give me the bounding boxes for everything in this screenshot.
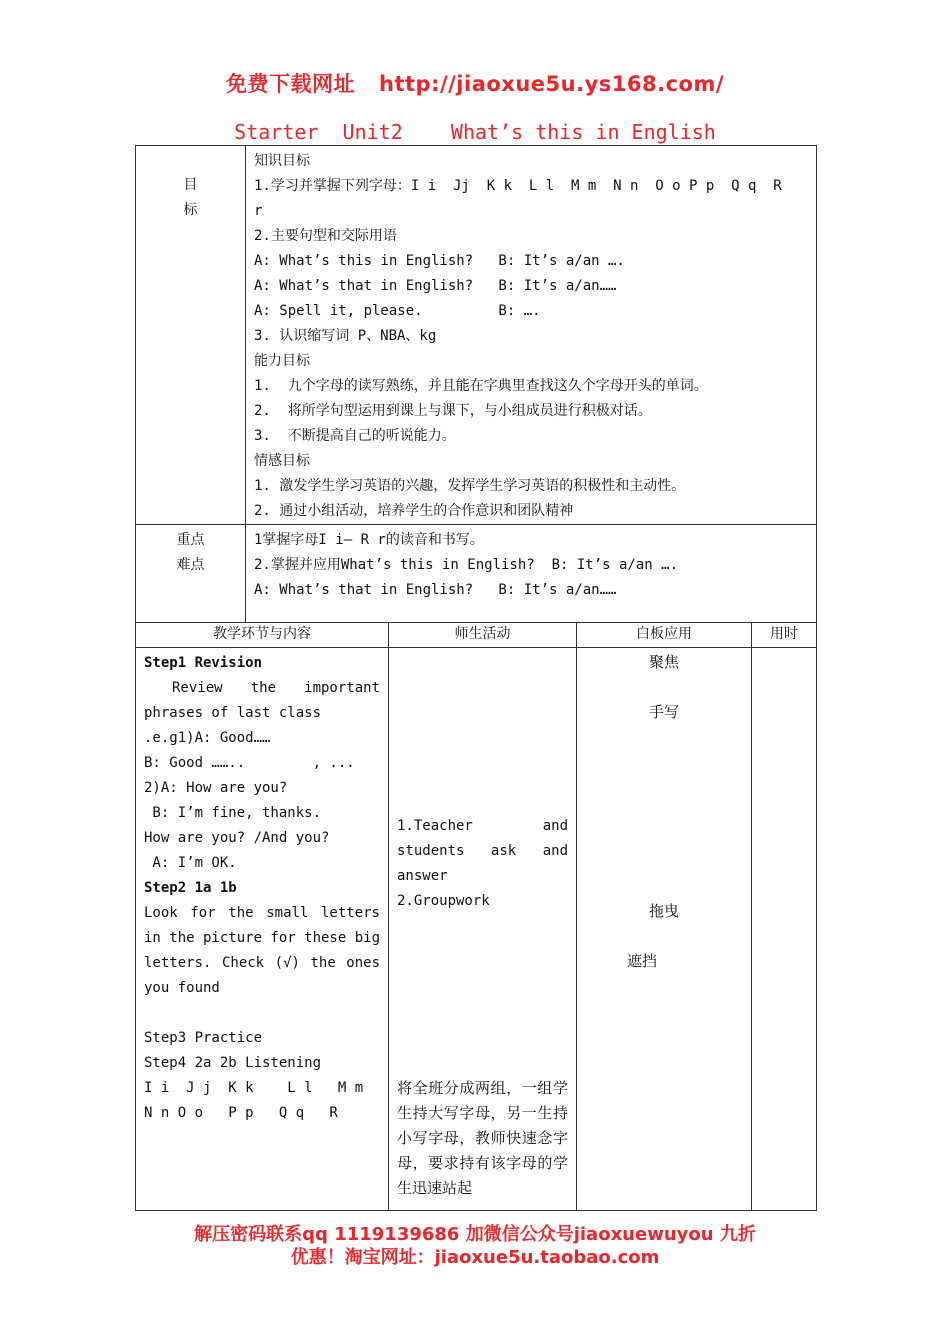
step2-text: Look for the small letters in the picture for these big letters. Check (√) the ones you found <box>144 905 381 996</box>
whiteboard-cell <box>577 648 752 1211</box>
key-points-label: 重点 难点 <box>176 532 205 573</box>
step1-line: 2)A: How are you? <box>144 780 288 796</box>
key-point-line: A: What’s that in English? B: It’s a/an…… <box>254 582 617 598</box>
key-points-row <box>136 525 817 623</box>
step1-line: A: I’m OK. <box>144 855 237 871</box>
time-cell <box>752 648 817 1211</box>
goal-line: 2. 将所学句型运用到课上与课下，与小组成员进行积极对话。 <box>254 403 652 419</box>
key-points-label-cell <box>136 525 246 623</box>
banner-url-link[interactable]: http://jiaoxue5u.ys168.com/ <box>379 72 724 96</box>
goal-line: 1. 激发学生学习英语的兴趣，发挥学生学习英语的积极性和主动性。 <box>254 478 686 494</box>
step3-title: Step3 Practice <box>144 1030 263 1046</box>
banner-label: 免费下载网址 <box>226 72 355 96</box>
goal-line: 2.主要句型和交际用语 <box>254 228 397 244</box>
footer-line-1: 解压密码联系qq 1119139686 加微信公众号jiaoxuewuyou 九折 <box>194 1224 756 1245</box>
step2-title: Step2 1a 1b <box>144 880 237 896</box>
goal-line: 1.学习并掌握下列字母：I i Jj K k L l M m N n O o P p Q q R <box>254 178 782 194</box>
goal-line: 3. 认识缩写词 P、NBA、kg <box>254 328 437 344</box>
activity-1: 1.Teacher and students ask and answer <box>397 818 568 884</box>
col-header-whiteboard: 白板应用 <box>577 623 752 648</box>
goals-content-cell <box>246 146 817 525</box>
activity-cell <box>389 648 577 1211</box>
goals-row <box>136 146 817 525</box>
goal-line: 1. 九个字母的读写熟练，并且能在字典里查找这久个字母开头的单词。 <box>254 378 708 394</box>
whiteboard-handwrite: 手写 <box>649 703 680 721</box>
column-header-row <box>136 623 817 648</box>
key-point-line: 1掌握字母I i— R r的读音和书写。 <box>254 532 484 548</box>
letters-line-2: N n O o P p Q q R <box>144 1105 338 1121</box>
key-points-lines <box>246 525 816 603</box>
step1-line: .e.g1)A: Good…… <box>144 730 271 746</box>
document-title-text: Starter Unit2 What’s this in English <box>234 120 716 144</box>
steps-content-cell <box>136 648 389 1211</box>
step1-line: B: Good …….. , ... <box>144 755 355 771</box>
step1-line: Review the important phrases of last class <box>144 680 380 721</box>
steps-row <box>136 648 817 1211</box>
step1-line: B: I’m fine, thanks. <box>144 805 322 821</box>
footer-line-2: 优惠！淘宝网址：jiaoxue5u.taobao.com <box>290 1247 660 1268</box>
col-header-content: 教学环节与内容 <box>136 623 389 648</box>
key-points-content-cell <box>246 525 817 623</box>
goal-line: 2. 通过小组活动，培养学生的合作意识和团队精神 <box>254 503 574 519</box>
letters-line-1: I i J j K k L l M m <box>144 1080 364 1096</box>
whiteboard-drag: 拖曳 <box>649 902 680 920</box>
download-banner <box>0 68 950 98</box>
key-point-line: 2.掌握并应用What’s this in English? B: It’s a/an …. <box>254 557 679 573</box>
goal-line: r <box>254 203 263 219</box>
goal-line: 知识目标 <box>254 153 310 169</box>
document-title <box>0 120 950 144</box>
goal-line: A: What’s that in English? B: It’s a/an…… <box>254 278 617 294</box>
goal-line: A: Spell it, please. B: …. <box>254 303 541 319</box>
goal-line: 情感目标 <box>254 453 310 469</box>
activity-3: 将全班分成两组，一组学生持大写字母，另一生持小写字母，教师快速念字母，要求持有该字母的学生迅速站起 <box>397 1079 568 1197</box>
step1-line: How are you? /And you? <box>144 830 330 846</box>
whiteboard-cover: 遮挡 <box>627 952 658 970</box>
step4-title: Step4 2a 2b Listening <box>144 1055 322 1071</box>
col-header-activity: 师生活动 <box>389 623 577 648</box>
goals-label: 目 标 <box>183 177 198 218</box>
goals-lines <box>246 146 816 524</box>
goals-label-cell <box>136 146 246 525</box>
goal-line: A: What’s this in English? B: It’s a/an …. <box>254 253 625 269</box>
col-header-time: 用时 <box>752 623 817 648</box>
activity-2: 2.Groupwork <box>397 893 490 909</box>
whiteboard-focus: 聚焦 <box>649 653 680 671</box>
goal-line: 3. 不断提高自己的听说能力。 <box>254 428 456 444</box>
lesson-plan-table <box>135 145 817 1211</box>
step1-title: Step1 Revision <box>144 655 263 671</box>
goal-line: 能力目标 <box>254 353 310 369</box>
